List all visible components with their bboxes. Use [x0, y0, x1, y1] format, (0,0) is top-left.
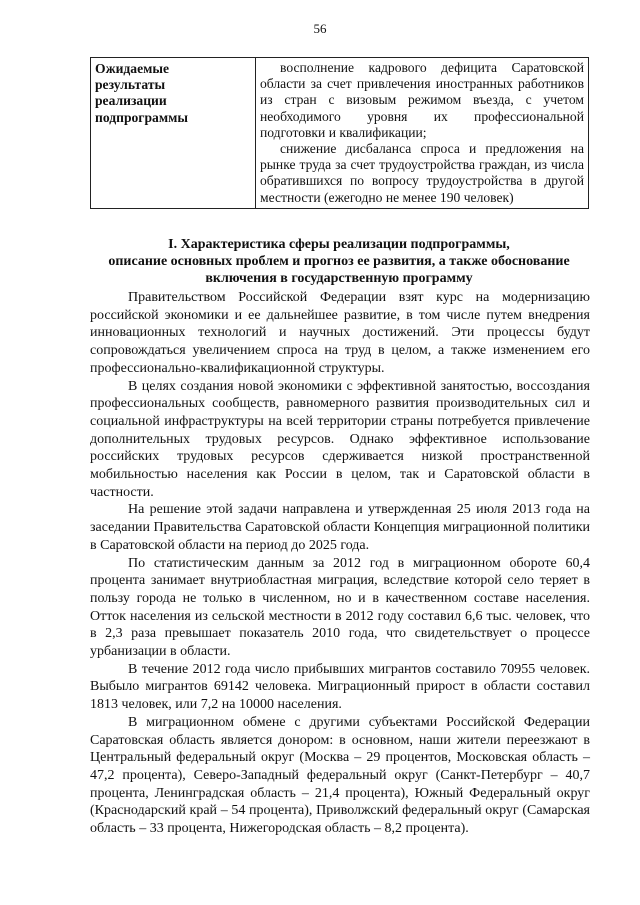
paragraph: В миграционном обмене с другими субъектами Российской Федерации Саратовская область является донором: в основном, наши жители переезжают в Центральный федеральный округ (Москва – 29 процентов, Московская область – 47,2 процента), Северо-Западный федеральный округ (Санкт-Петербург – 40,7 процента, Ленинградская область – 21,4 процента), Южный Федеральный округ (Краснодарский край – 54 процента), Приволжский федеральный округ (Самарская область – 33 процента, Нижегородская область – 8,2 процента). — [90, 714, 590, 837]
heading-line: описание основных проблем и прогноз ее развития, а также обоснование — [108, 254, 570, 269]
label-line: подпрограммы — [95, 109, 188, 125]
result-item: восполнение кадрового дефицита Саратовской области за счет привлечения иностранных работников из стран с визовым режимом въезда, с учетом необходимого уровня их профессиональной подготовки и квалификации; — [260, 60, 584, 140]
label-line: результаты — [95, 77, 166, 93]
expected-results-table — [90, 57, 589, 209]
page-number: 56 — [313, 21, 327, 36]
result-item: снижение дисбаланса спроса и предложения на рынке труда за счет трудоустройства граждан, из числа обратившихся по вопросу трудоустройства в другой местности (ежегодно не менее 190 человек) — [260, 141, 584, 205]
section-body — [90, 289, 590, 838]
paragraph: В течение 2012 года число прибывших мигрантов составило 70955 человек. Выбыло мигрантов 69142 человека. Миграционный прирост в области составил 1813 человек, или 7,2 на 10000 населения. — [90, 661, 590, 713]
heading-line: включения в государственную программу — [205, 271, 473, 286]
section-heading — [88, 236, 590, 287]
paragraph: В целях создания новой экономики с эффективной занятостью, воссоздания профессиональных сообществ, равномерного развития производительных сил и социальной инфраструктуры на всей территории страны потребуется привлечение дополнительных трудовых ресурсов. Однако эффективное использование российских трудовых ресурсов сдерживается низкой пространственной мобильностью населения как России в целом, так и Саратовской области в частности. — [90, 378, 590, 500]
paragraph: На решение этой задачи направлена и утвержденная 25 июля 2013 года на заседании Правительства Саратовской области Концепция миграционной политики в Саратовской области на период до 2025 года. — [90, 502, 590, 553]
expected-results-text — [256, 58, 589, 209]
heading-line: I. Характеристика сферы реализации подпрограммы, — [168, 237, 510, 252]
expected-results-label — [91, 58, 256, 209]
label-line: реализации — [95, 93, 167, 109]
paragraph: По статистическим данным за 2012 год в миграционном обороте 60,4 процента занимает внутриобластная миграция, вследствие которой село теряет в пользу города не только в численном, но и в качественном составе населения. Отток населения из сельской местности в 2012 году составил 6,6 тыс. человек, что в 2,3 раза превышает показатель 2010 года, что свидетельствует о процессе урбанизации в области. — [90, 555, 590, 660]
label-line: Ожидаемые — [95, 61, 170, 76]
table-row — [91, 58, 589, 209]
paragraph: Правительством Российской Федерации взят курс на модернизацию российской экономики и ее дальнейшее развитие, в том числе путем внедрения инновационных технологий и научных достижений. Эти процессы будут сопровождаться увеличением спроса на труд в целом, а также изменением его профессионально-квалификационной структуры. — [90, 290, 590, 376]
